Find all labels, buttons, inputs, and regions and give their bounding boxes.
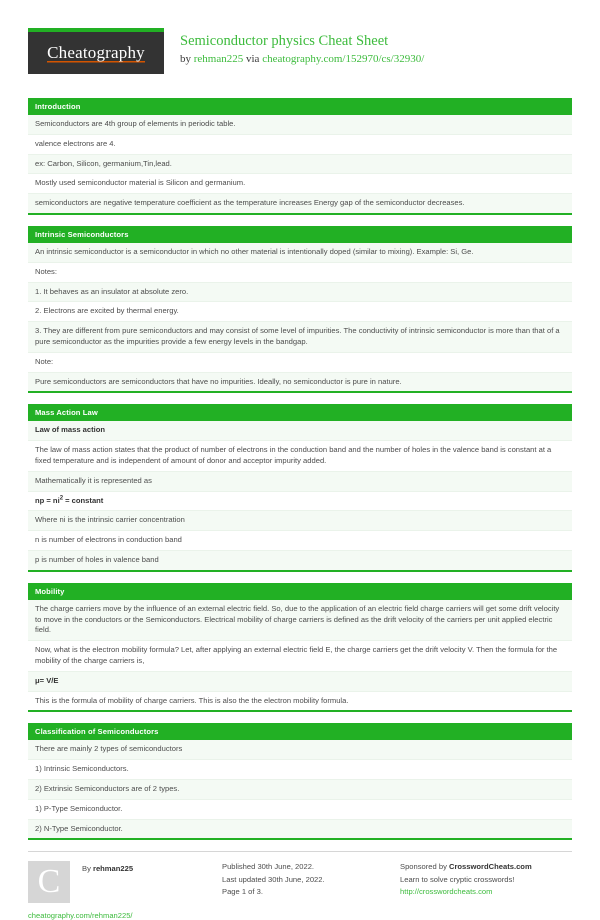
section-header: Mass Action Law xyxy=(28,404,572,421)
page-title: Semiconductor physics Cheat Sheet xyxy=(180,33,389,49)
formula-base: np = ni xyxy=(35,495,60,505)
section-row: p is number of holes in valence band xyxy=(28,551,572,570)
section-row: This is the formula of mobility of charge carriers. This is also the the electron mobility formula. xyxy=(28,692,572,711)
section-row: Mathematically it is represented as xyxy=(28,472,572,492)
section-row: Mostly used semiconductor material is Silicon and germanium. xyxy=(28,174,572,194)
section-row: 1. It behaves as an insulator at absolute zero. xyxy=(28,283,572,303)
section-row: The law of mass action states that the product of number of electrons in the conduction band and the number of holes in the valence band is constant at a fixed temperature and is independent of amount of donor and acceptor impurity added. xyxy=(28,441,572,472)
section-row: 3. They are different from pure semiconductors and may consist of some level of impurities. The conductivity of intrinsic semiconductor is more than that of a pure semiconductor as the impurities provide a few energy levels in the bandgap. xyxy=(28,322,572,353)
section-row: valence electrons are 4. xyxy=(28,135,572,155)
section xyxy=(28,98,572,215)
section-rows xyxy=(28,421,572,569)
section-row: Pure semiconductors are semiconductors that have no impurities. Ideally, no semiconductor is pure in nature. xyxy=(28,373,572,392)
source-url-link[interactable]: cheatography.com/152970/cs/32930/ xyxy=(262,53,425,66)
section xyxy=(28,404,572,571)
footer-by-label: By xyxy=(82,864,93,874)
sponsor-name: CrosswordCheats.com xyxy=(448,862,532,872)
cheatography-logo[interactable] xyxy=(28,28,164,74)
published-date: Published 30th June, 2022. xyxy=(222,862,315,872)
section-row: Notes: xyxy=(28,263,572,283)
section-row: Now, what is the electron mobility formula? Let, after applying an external electric field E, the charge carriers get the drift velocity V. Then the formula for the mobility of the charge carriers is, xyxy=(28,641,572,672)
page-header xyxy=(28,28,572,84)
avatar: C xyxy=(28,861,70,903)
section-rows xyxy=(28,115,572,213)
section-row: ex: Carbon, Silicon, germanium,Tin,lead. xyxy=(28,155,572,175)
section-row: n is number of electrons in conduction band xyxy=(28,531,572,551)
section-row: Where ni is the intrinsic carrier concentration xyxy=(28,511,572,531)
section-row: Semiconductors are 4th group of elements in periodic table. xyxy=(28,115,572,135)
section-row: 1) P-Type Semiconductor. xyxy=(28,800,572,820)
sponsor-prefix: Sponsored by xyxy=(400,862,449,872)
page-footer xyxy=(28,851,572,920)
section xyxy=(28,723,572,840)
footer-author-name xyxy=(82,861,133,873)
section-row: There are mainly 2 types of semiconductors xyxy=(28,740,572,760)
section-header: Classification of Semiconductors xyxy=(28,723,572,740)
byline-by-label: by xyxy=(180,53,194,66)
section-rows xyxy=(28,243,572,391)
section-row: 1) Intrinsic Semiconductors. xyxy=(28,760,572,780)
page-number: Page 1 of 3. xyxy=(222,886,263,896)
section-row: 2. Electrons are excited by thermal energy. xyxy=(28,302,572,322)
footer-dates-column xyxy=(222,851,400,920)
section-rows xyxy=(28,740,572,838)
logo-text: Cheatography xyxy=(47,42,145,62)
section-row: An intrinsic semiconductor is a semiconductor in which no other material is intentionally doped (similar to mixing). Example: Si, Ge. xyxy=(28,243,572,263)
section-row: semiconductors are negative temperature coefficient as the temperature increases Energy gap of the semiconductor decreases. xyxy=(28,194,572,213)
section-rows xyxy=(28,600,572,710)
byline xyxy=(180,52,424,66)
sponsor-url-link[interactable]: http://crosswordcheats.com xyxy=(400,886,493,896)
section-row xyxy=(28,492,572,512)
section xyxy=(28,226,572,393)
sponsor-line xyxy=(400,861,572,873)
footer-sponsor-column xyxy=(400,851,572,920)
section-row: 2) Extrinsic Semiconductors are of 2 types. xyxy=(28,780,572,800)
section-row: The charge carriers move by the influence of an external electric field. So, due to the application of an electric field charge carriers will get some drift velocity to move in the conductors or the Semiconductors. Electrical mobility of charge carriers is defined as the drift velocity of the carriers per unit applied electric field. xyxy=(28,600,572,641)
title-block xyxy=(180,28,424,66)
section-row: Note: xyxy=(28,353,572,373)
section xyxy=(28,583,572,713)
sponsor-tagline: Learn to solve cryptic crosswords! xyxy=(400,874,515,884)
footer-author-url-link[interactable]: cheatography.com/rehman225/ xyxy=(28,911,133,920)
section-header: Intrinsic Semiconductors xyxy=(28,226,572,243)
author-link[interactable]: rehman225 xyxy=(193,53,244,66)
author-block xyxy=(28,861,208,903)
formula-tail: = constant xyxy=(63,495,104,505)
byline-via-label: via xyxy=(243,53,263,66)
section-header: Introduction xyxy=(28,98,572,115)
formula-superscript: 2 xyxy=(59,495,64,502)
footer-author-column xyxy=(28,851,222,920)
section-row: μ= V/E xyxy=(28,672,572,692)
footer-author: rehman225 xyxy=(92,864,134,874)
section-row: Law of mass action xyxy=(28,421,572,441)
sections-container xyxy=(28,98,572,840)
last-updated-date: Last updated 30th June, 2022. xyxy=(222,874,325,884)
section-row: 2) N-Type Semiconductor. xyxy=(28,820,572,839)
section-header: Mobility xyxy=(28,583,572,600)
